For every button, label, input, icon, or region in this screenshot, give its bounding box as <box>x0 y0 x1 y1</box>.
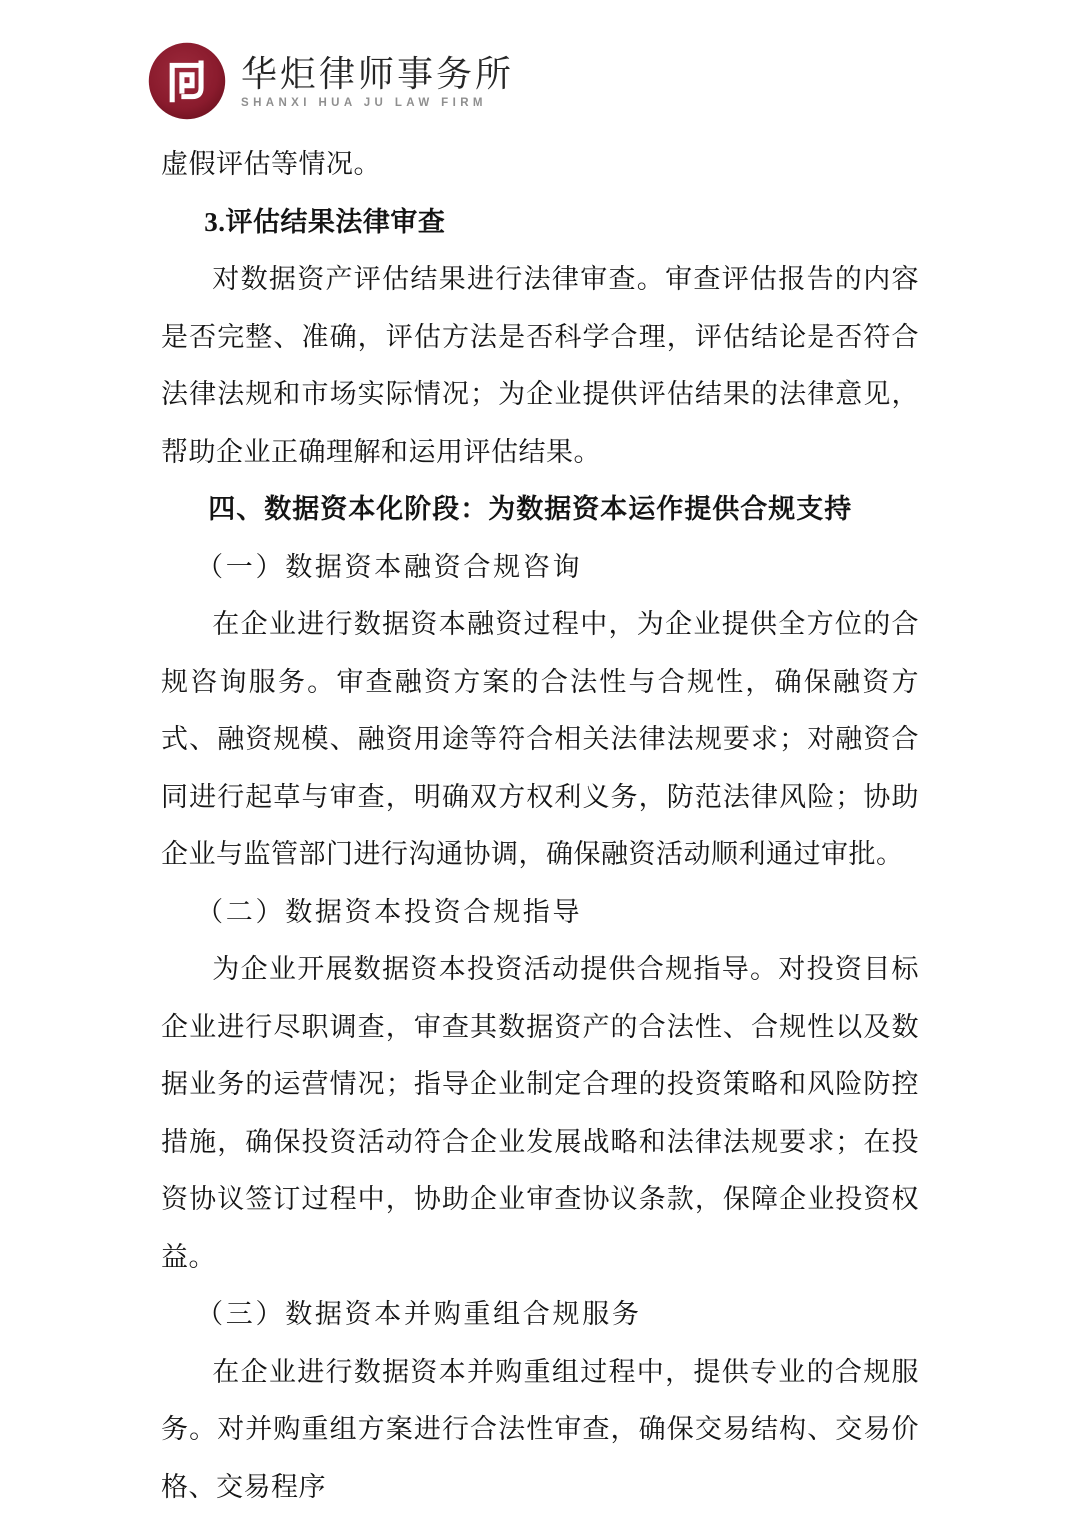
subheading-financing-consulting: （一）数据资本融资合规咨询 <box>196 551 583 582</box>
body-continuation-line: 虚假评估等情况。 <box>161 149 381 179</box>
paragraph-financing-consulting: 在企业进行数据资本融资过程中，为企业提供全方位的合规咨询服务。审查融资方案的合法性与合规性，确保融资方式、融资规模、融资用途等符合相关法律法规要求；对融资合同进行起草与审查，明确双方权利义务，防范法律风险；协助企业与监管部门进行沟通协调，确保融资活动顺利通过审批。 <box>161 609 919 869</box>
heading-section-four: 四、数据资本化阶段：为数据资本运作提供合规支持 <box>208 494 853 524</box>
law-firm-emblem-icon <box>148 42 226 120</box>
brand-subtitle: SHANXI HUA JU LAW FIRM <box>241 96 487 109</box>
paragraph-evaluation-review: 对数据资产评估结果进行法律审查。审查评估报告的内容是否完整、准确，评估方法是否科学合理，评估结论是否符合法律法规和市场实际情况；为企业提供评估结果的法律意见，帮助企业正确理解和运用评估结果。 <box>161 264 919 467</box>
paragraph-ma-restructuring: 在企业进行数据资本并购重组过程中，提供专业的合规服务。对并购重组方案进行合法性审查，确保交易结构、交易价格、交易程序 <box>161 1356 919 1502</box>
brand-text <box>241 54 514 109</box>
document-content <box>161 136 919 1516</box>
subheading-ma-restructuring: （三）数据资本并购重组合规服务 <box>196 1299 642 1329</box>
subheading-investment-guidance: （二）数据资本投资合规指导 <box>196 896 583 927</box>
brand-name: 华炬律师事务所 <box>241 52 515 94</box>
paragraph-investment-guidance: 为企业开展数据资本投资活动提供合规指导。对投资目标企业进行尽职调查，审查其数据资产的合法性、合规性以及数据业务的运营情况；指导企业制定合理的投资策略和风险防控措施，确保投资活动符合企业发展战略和法律法规要求；在投资协议签订过程中，协助企业审查协议条款，保障企业投资权益。 <box>161 954 919 1272</box>
page-header <box>148 42 514 120</box>
heading-evaluation-review: 3.评估结果法律审查 <box>204 206 446 237</box>
